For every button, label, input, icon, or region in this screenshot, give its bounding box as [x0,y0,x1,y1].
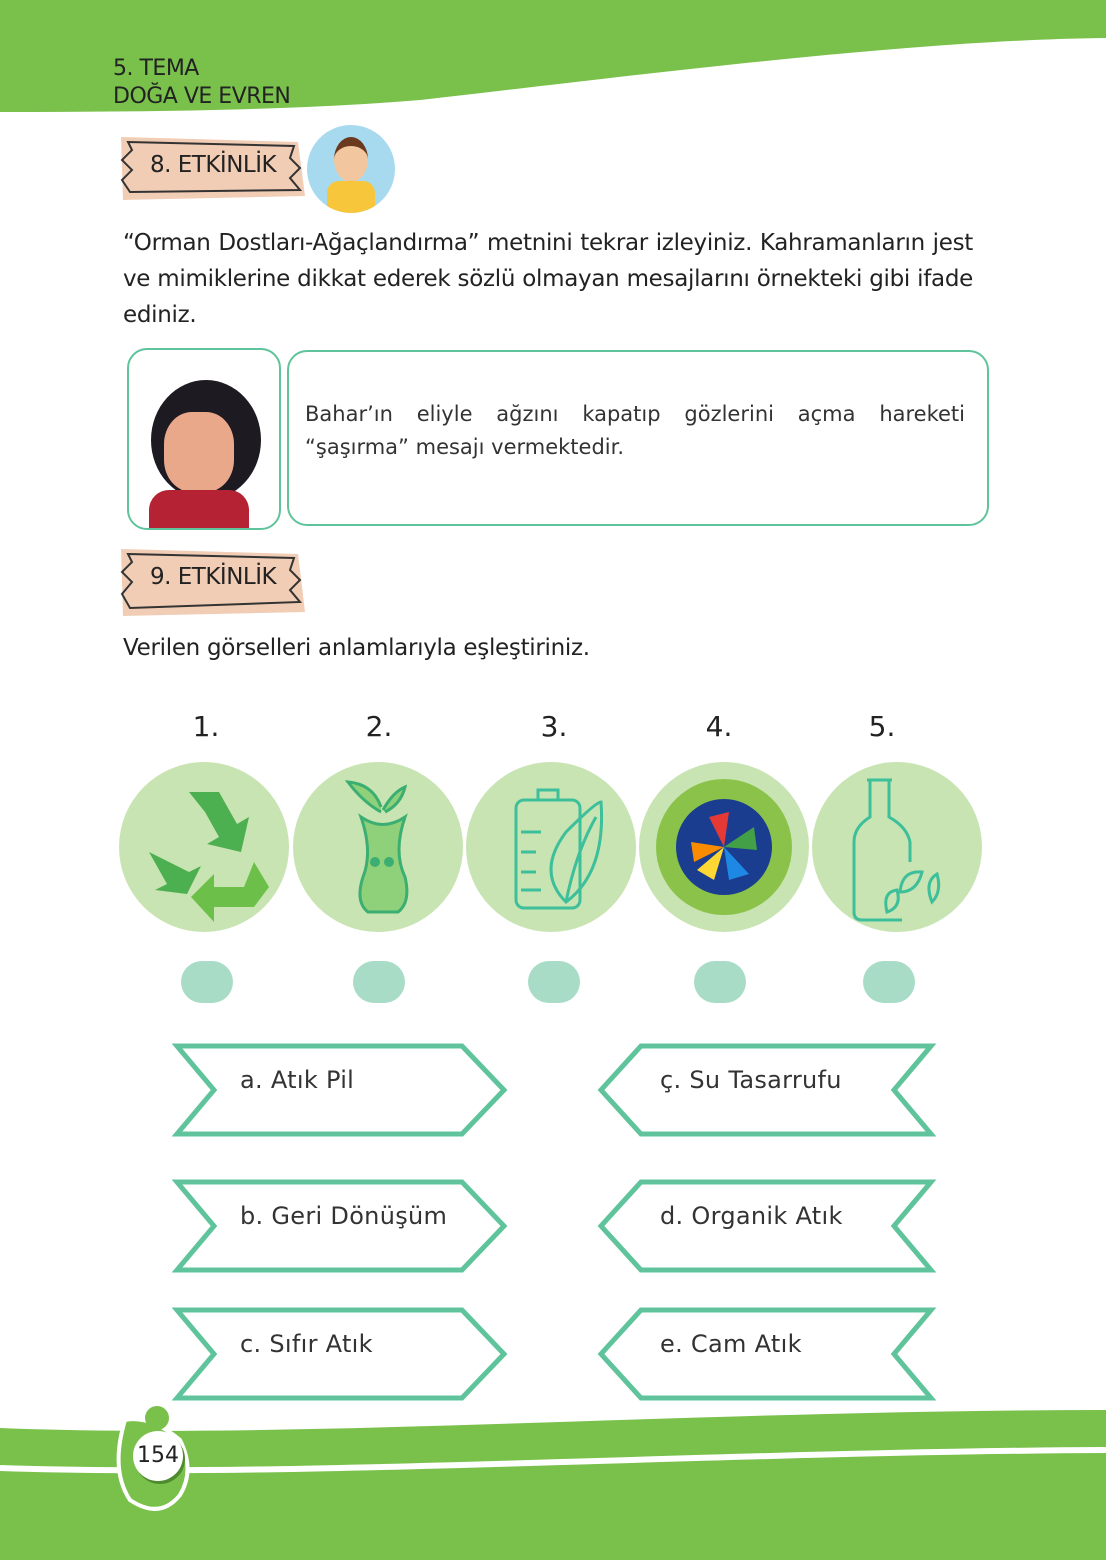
answer-oval-1[interactable] [181,961,233,1003]
answer-oval-4[interactable] [694,961,746,1003]
image-number: 2. [365,710,393,743]
example-box [287,350,989,526]
apple-core-icon [293,762,463,932]
image-number: 5. [868,710,896,743]
boy-avatar [307,125,395,213]
image-number: 1. [192,710,220,743]
bahar-image [127,348,281,530]
theme-title: DOĞA VE EVREN [113,84,291,109]
image-number: 4. [705,710,733,743]
option-cc [596,1040,936,1140]
activity8-title: 8. ETKİNLİK [150,152,277,178]
option-label: ç. Su Tasarrufu [660,1066,842,1094]
option-label: b. Geri Dönüşüm [240,1202,448,1230]
option-a [172,1040,512,1140]
answer-oval-5[interactable] [863,961,915,1003]
image-number: 3. [540,710,568,743]
activity8-instruction: “Orman Dostları-Ağaçlandırma” metnini tekrar izleyiniz. Kahramanların jest ve mimiklerine dikkat ederek sözlü olmayan mesajlarını örnekteki gibi ifade ediniz. [123,230,973,328]
battery-leaf-icon [466,762,636,932]
answer-oval-2[interactable] [353,961,405,1003]
option-c [172,1304,512,1404]
zero-waste-icon [639,762,809,932]
footer-band [0,1400,1106,1560]
answer-oval-3[interactable] [528,961,580,1003]
page-number: 154 [133,1431,183,1481]
option-b [172,1176,512,1276]
activity9-banner [118,546,303,614]
activity9-instruction: Verilen görselleri anlamlarıyla eşleştiriniz. [123,635,590,661]
option-e [596,1304,936,1404]
recycle-icon [119,762,289,932]
glass-bottle-icon [812,762,982,932]
option-label: a. Atık Pil [240,1066,355,1094]
option-label: e. Cam Atık [660,1330,802,1358]
activity8-banner [118,134,303,202]
activity9-title: 9. ETKİNLİK [150,564,277,590]
option-d [596,1176,936,1276]
theme-number: 5. TEMA [113,56,199,81]
option-label: d. Organik Atık [660,1202,843,1230]
example-text: Bahar’ın eliyle ağzını kapatıp gözlerini açma hareketi “şaşırma” mesajı vermektedir. [305,402,965,459]
option-label: c. Sıfır Atık [240,1330,373,1358]
